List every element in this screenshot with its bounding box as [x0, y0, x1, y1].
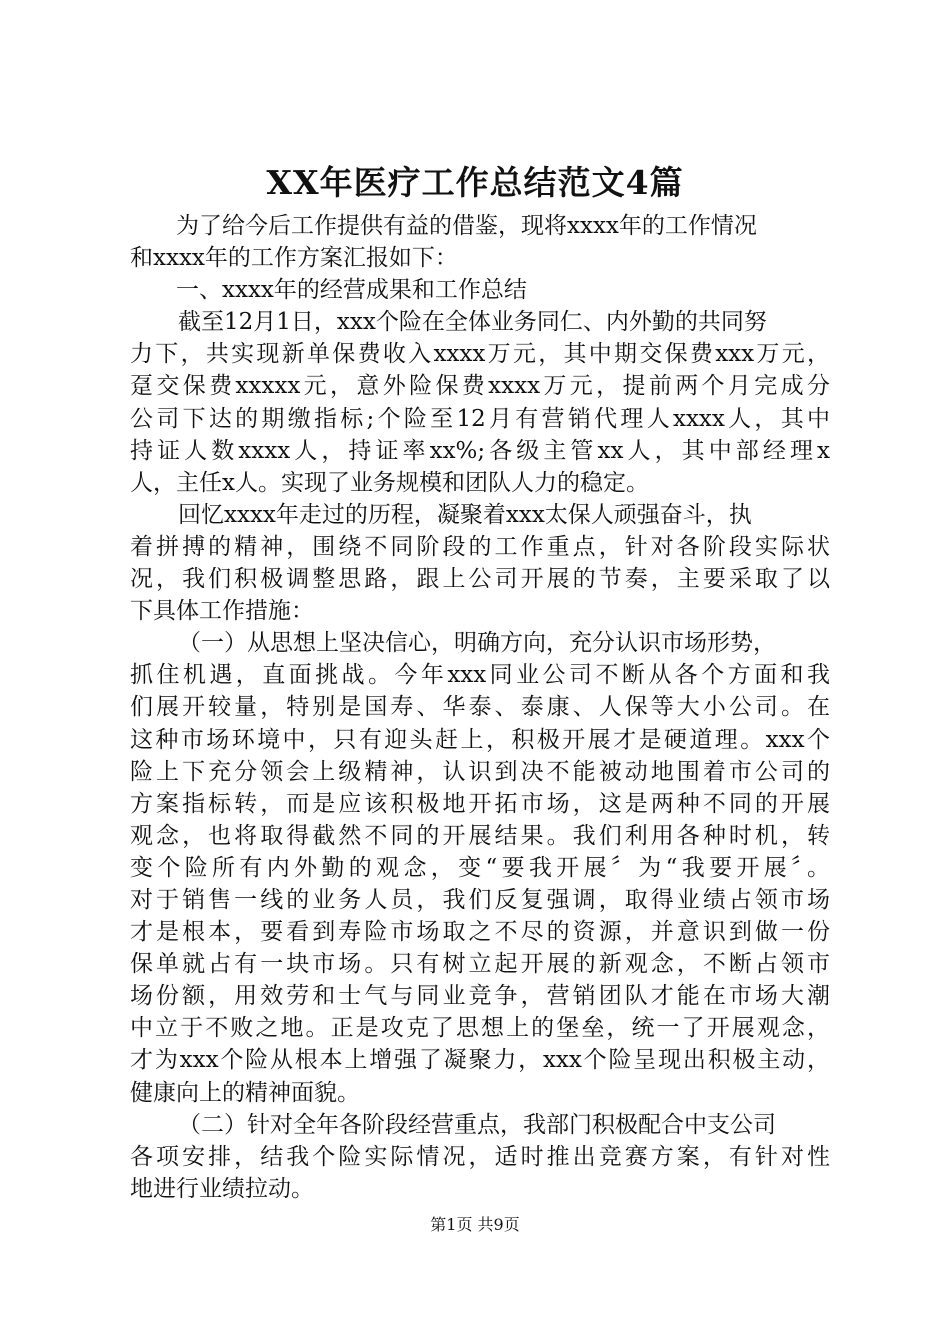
document-title: XX年医疗工作总结范文4篇 [266, 163, 684, 202]
paragraph-line: 力下，共实现新单保费收入xxxx万元，其中期交保费xxx万元， [130, 341, 830, 368]
paragraph-line: 这种市场环境中，只有迎头赶上，积极开展才是硬道理。xxx个 [130, 726, 830, 753]
paragraph-line: 们展开较量，特别是国寿、华泰、泰康、人保等大小公司。在 [130, 694, 830, 721]
document-body [130, 210, 830, 1205]
paragraph-line: 观念，也将取得截然不同的开展结果。我们利用各种时机，转 [130, 822, 830, 849]
paragraph-line: 人，主任x人。实现了业务规模和团队人力的稳定。 [130, 469, 649, 496]
paragraph-line: 才为xxx个险从根本上增强了凝聚力，xxx个险呈现出积极主动， [130, 1047, 830, 1074]
paragraph-line: 健康向上的精神面貌。 [130, 1079, 360, 1106]
paragraph-line: （一）从思想上坚决信心，明确方向，充分认识市场形势， [178, 630, 776, 657]
paragraph-line: 才是根本，要看到寿险市场取之不尽的资源，并意识到做一份 [130, 919, 830, 946]
paragraph-line: 场份额，用效劳和士气与同业竞争，营销团队才能在市场大潮 [130, 983, 830, 1010]
page-number: 第1页 共9页 [430, 1215, 520, 1234]
paragraph-line: 变个险所有内外勤的观念，变“要我开展〞为“我要开展〞。 [130, 854, 830, 881]
paragraph-line: 下具体工作措施： [130, 598, 314, 625]
paragraph-line: 对于销售一线的业务人员，我们反复强调，取得业绩占领市场 [130, 886, 830, 913]
paragraph-line: 抓住机遇，直面挑战。今年xxx同业公司不断从各个方面和我 [130, 662, 830, 689]
paragraph-line: 持证人数xxxx人，持证率xx%;各级主管xx人，其中部经理x [130, 437, 830, 464]
paragraph-line: 截至12月1日，xxx个险在全体业务同仁、内外勤的共同努 [178, 309, 767, 336]
paragraph-line: 趸交保费xxxxx元，意外险保费xxxx万元，提前两个月完成分 [130, 373, 830, 400]
paragraph-line: 中立于不败之地。正是攻克了思想上的堡垒，统一了开展观念， [130, 1015, 830, 1042]
paragraph-line: 况，我们积极调整思路，跟上公司开展的节奏，主要采取了以 [130, 566, 830, 593]
paragraph-line: （二）针对全年各阶段经营重点，我部门积极配合中支公司 [178, 1111, 776, 1138]
paragraph-line: 着拼搏的精神，围绕不同阶段的工作重点，针对各阶段实际状 [130, 533, 830, 560]
paragraph-line: 各项安排，结我个险实际情况，适时推出竞赛方案，有针对性 [130, 1143, 830, 1170]
paragraph-line: 和xxxx年的工作方案汇报如下： [130, 245, 458, 272]
paragraph-line: 险上下充分领会上级精神，认识到决不能被动地围着市公司的 [130, 758, 830, 785]
paragraph-line: 保单就占有一块市场。只有树立起开展的新观念，不断占领市 [130, 951, 830, 978]
paragraph-line: 回忆xxxx年走过的历程，凝聚着xxx太保人顽强奋斗，执 [178, 501, 752, 528]
paragraph-line: 为了给今后工作提供有益的借鉴，现将xxxx年的工作情况 [176, 213, 757, 239]
paragraph-line: 公司下达的期缴指标;个险至12月有营销代理人xxxx人，其中 [130, 405, 830, 432]
paragraph-line: 方案指标转，而是应该积极地开拓市场，这是两种不同的开展 [130, 790, 830, 817]
paragraph-line: 地进行业绩拉动。 [130, 1175, 314, 1202]
section-heading: 一、xxxx年的经营成果和工作总结 [176, 277, 527, 304]
